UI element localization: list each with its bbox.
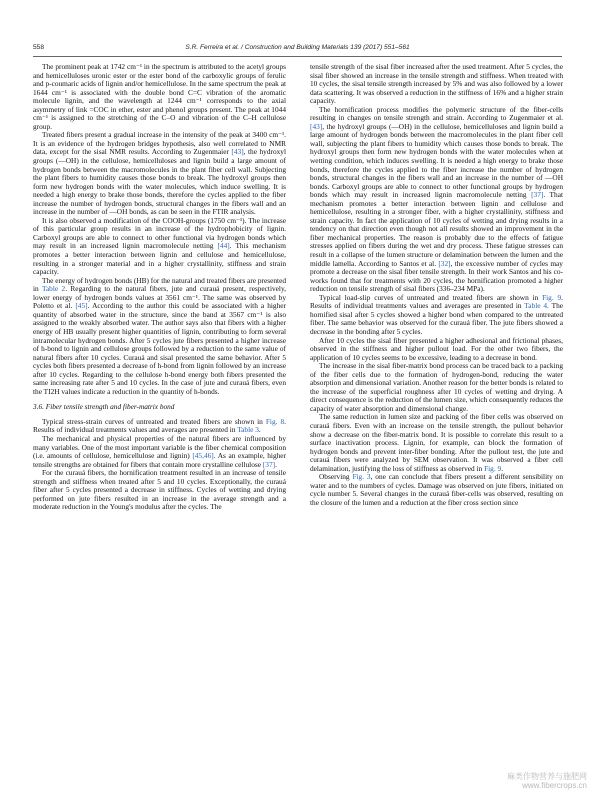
cross-reference-link[interactable]: Table 2 — [41, 284, 66, 294]
text-run: The mechanical and physical properties of the natural fibers are influenced by many variables. One of the most important variable is the fiber chemical composition (i.e. amounts of cellulose, hemicellulose and lignin) — [33, 433, 286, 461]
paragraph — [33, 469, 286, 512]
header-rule — [33, 56, 562, 57]
cross-reference-link[interactable]: Fig. 9 — [542, 292, 562, 302]
cross-reference-link[interactable]: Fig. 3 — [352, 472, 371, 482]
paragraph — [33, 418, 286, 435]
text-run: 3.6. Fiber tensile strength and fiber-matrix bond — [33, 402, 175, 412]
text-run: . — [258, 425, 261, 435]
text-run: , one can conclude that fibers present a different sensibility on water and to the numbers of cycles. Damage was observed on jute fibers, initiated on cycle number 5. Several changes in the curauá fiber-cells was observed, resulting on the closure of the lumen and a reduction at the fiber cross section since — [310, 472, 563, 507]
section-heading — [33, 403, 286, 412]
cross-reference-link[interactable]: [43] — [310, 121, 323, 131]
text-run: . That mechanism promotes a better interaction between lignin and cellulose and hemicellulose, resulting in a stronger fiber, with a higher crystallinity, stiffness and strain capacity. In fact the application of 10 cycles of wetting and drying results in a tendency on that direction even though not all results showed an improvement in the fiber mechanical properties. The reason is probably due to the effects of fatigue stresses applied on fibers during the wet and dry process. These fatigue stresses can result in a collapse of the lumen structure or delamination between the lumen and the middle lamella. According to Santos et al. — [310, 190, 563, 268]
text-run: , the hydroxyl groups (—OH) in the cellulose, hemicelluloses and lignin build a large amount of hydrogen bonds between the macromolecules in the plant fiber cell wall, subjecting the plant fibers to humidity which causes those bonds to break. The hydroxyl groups then form new hydrogen bonds with the water molecules when at wetting condition, which induces swelling. It is needed a high energy to brake those bonds, therefore the cycles applied to the fiber increase the number of hydrogen bonds, structural changes in the fibers wall and an increase in the number of —OH bonds. Carboxyl groups are able to connect to other functional groups by hydrogen bonds which may result in increased lignin macromolecule netting — [310, 121, 563, 200]
text-run: , the hydroxyl groups (—OH) in the cellulose, hemicelluloses and lignin build a large amount of hydrogen bonds between the macromolecules in the plant fiber cell wall. Subjecting the plant fibers to humidity causes those bonds to break. The hydroxyl groups then form new hydrogen bonds with the water molecules, which induce swelling. It is needed a high energy to brake those bonds, therefore the cycles applied to the fiber increase the number of hydrogen bonds, structural changes in the fibers wall and an increase in the number of —OH bonds, as can be seen in the FTIR analysis. — [33, 147, 286, 217]
text-run: . Regarding to the natural fibers, jute and curauá present, respectively, lower energy of hydrogen bonds values at 3561 cm⁻¹. The same was observed by Poletto et al. — [33, 284, 286, 311]
text-run: . — [501, 463, 504, 473]
cross-reference-link[interactable]: [45,46] — [192, 451, 214, 461]
cross-reference-link[interactable]: [32] — [438, 258, 451, 268]
cross-reference-link[interactable]: [45] — [75, 301, 88, 311]
paragraph — [310, 473, 563, 507]
cross-reference-link[interactable]: Table 3 — [237, 425, 259, 435]
text-run: After 10 cycles the sisal fiber presented a higher adhesional and frictional phases, observed in the stiffness and higher pullout load. For the other two fibers, the application of 10 cycles seems to be excessive, leading to a decrease in bond. — [310, 335, 563, 362]
paragraph — [310, 362, 563, 413]
text-run: It is also observed a modification of the COOH-groups (1750 cm⁻¹). The increase of this particular group results in an increase of the hydrophobicity of lignin. Carboxyl groups are able to connect to other functional via hydrogen bonds which may result in an increased lignin macromolecule netting — [33, 215, 286, 251]
page-number: 558 — [33, 44, 45, 51]
paragraph — [310, 294, 563, 337]
cross-reference-link[interactable]: [44] — [217, 241, 230, 251]
cross-reference-link[interactable]: Fig. 8 — [265, 416, 285, 426]
text-run: . This mechanism promotes a better interaction between lignin and cellulose and hemicellulose, resulting in a stronger material and in a higher crystallinity, stiffness and strain capacity. — [33, 241, 286, 277]
running-header — [33, 44, 562, 56]
paragraph — [33, 63, 286, 131]
paragraph — [310, 106, 563, 294]
paragraph — [33, 217, 286, 277]
text-run: The prominent peak at 1742 cm⁻¹ in the spectrum is attributed to the acetyl groups and hemicelluloses uronic ester or the ester bond of the carboxylic groups of ferulic and p-coumaric acids of lignin and/or hemicellulose. In the same spectrum the peak at 1644 cm⁻¹ is associated with the double bond C=C vibration of the aromatic molecule lignin, and the wavelength at 1244 cm⁻¹ corresponds to the axial asymmetry of link =COC in ether, ester and phenol groups present. The peak at 1044 cm⁻¹ is assigned to the stretching of the C–O and vibration of the C–H cellulose group. — [33, 63, 286, 131]
cross-reference-link[interactable]: [37] — [531, 190, 544, 200]
watermark-line-2: www.fibercrops.cn — [522, 781, 587, 790]
cross-reference-link[interactable]: Fig. 9 — [484, 463, 502, 473]
watermark — [507, 772, 587, 790]
text-run: Typical load-slip curves of untreated and treated fibers are shown in — [319, 292, 543, 302]
left-column — [33, 63, 286, 772]
paragraph — [33, 435, 286, 469]
text-run: The increase in the sisal fiber-matrix bond process can be traced back to a packing of the fiber cells due to the formation of hydrogen-bond, reducing the water absorption and dimensional variation. Another reason for the better bonds is related to the increase of the superficial roughness after 10 cycles of wetting and drying. A direct consequence is the reduction of the lumen size, which consequently reduces the capacity of water absorption and dimensional change. — [310, 361, 563, 413]
cross-reference-link[interactable]: [37] — [262, 459, 276, 469]
text-run: . — [275, 459, 277, 469]
text-run: . The hornified sisal after 5 cycles showed a higher bond when compared to the untreated fiber. The same behavior was observed for the curauá fiber. The jute fibers showed a decrease in the bonding after 5 cycles. — [310, 301, 563, 336]
text-run: The energy of hydrogen bonds (HB) for the natural and treated fibers are presented in — [33, 275, 286, 294]
right-column — [310, 63, 563, 772]
cross-reference-link[interactable]: [43] — [231, 147, 244, 157]
text-run: Observing — [319, 472, 353, 482]
paragraph — [33, 131, 286, 216]
paragraph — [310, 413, 563, 473]
text-run: . As an example, higher tensile strengths are obtained for fibers that contain more crystalline cellulose — [33, 451, 286, 469]
text-run: The same reduction in lumen size and packing of the fiber cells was observed on curauá fibers. Even with an increase on the tensile strength, the pullout behavior show a decrease on the fiber-matrix bond. It is possible to correlate this result to a surface inactivation process. Lignin, for example, can block the formation of hydrogen bonds and prevent inter-fiber bonding. After the pullout test, the jute and curauá fibers were analyzed by SEM observation. It was observed a fiber cell delamination, justifying the loss of stiffness as observed in — [310, 412, 563, 473]
paragraph — [310, 337, 563, 363]
text-run: For the curauá fibers, the hornification treatment resulted in an increase of tensile strength and stiffness when treated after 5 and 10 cycles. Exceptionally, the curauá fiber after 5 cycles presented a decrease in stiffness. Cycles of wetting and drying performed on jute fibers resulted in an increase in the average strength and a moderate reduction in the Young's modulus after the cycles. The — [33, 468, 286, 512]
text-run: . According to the author this could be associated with a higher quantity of absorbed water in the structure, since the band at 3567 cm⁻¹ is also assigned to the weakly absorbed water. The author says also that fibers with a higher energy of HB usually present higher quantities of lignin, contributing to form several intramolecular hydrogen bonds. After 5 cycles jute fibers presented a higher increase of h-bond to lignin and cellulose groups followed by a reduction to the same value of natural fibers after 10 cycles. Curauá and sisal presented the same behavior. After 5 cycles both fibers presented a decrease of h-bond from lignin followed by an increase after 10 cycles. Regarding to the cellulose h-bond energy both fibers presented the same increasing rate after 5 and 10 cycles. In the case of jute and curauá fibers, even the TI2H values indicate a reduction in the quantity of h-bonds. — [33, 301, 286, 396]
paragraph — [310, 63, 563, 106]
text-run: . Results of individual treatments values and averages are presented in — [310, 292, 563, 311]
journal-citation: S.R. Ferreira et al. / Construction and Building Materials 139 (2017) 551–561 — [185, 44, 410, 51]
text-run: tensile strength of the sisal fiber increased after the used treatment. After 5 cycles, the sisal fiber showed an increase in the tensile strength and stiffness. When treated with 10 cycles, the sisal tensile strength increased by 5% and was also followed by a lower data scattering. It was observed a reduction in the stiffness of 16% and a higher strain capacity. — [310, 63, 563, 106]
watermark-line-1: 麻类作物营养与施肥网 — [507, 772, 587, 781]
paragraph — [33, 277, 286, 397]
text-run: The hornification process modifies the polymeric structure of the fiber-cells resulting in changes on tensile strength and strain. According to Zugenmaier et al. — [310, 104, 563, 123]
text-run: , the excessive number of cycles may promote a decrease on the sisal fiber tensile strength. In their work Santos and his co-works found that for treatments with 20 cycles, the hornification promoted a higher reduction on tensile strength of sisal fibers (336–234 MPa). — [310, 258, 563, 294]
cross-reference-link[interactable]: Table 4 — [524, 301, 548, 311]
text-run: . Results of individual treatments values and averages are presented in — [33, 416, 286, 435]
text-run: Treated fibers present a gradual increase in the intensity of the peak at 3400 cm⁻¹. It is an evidence of the hydrogen bridges hypothesis, also well correlated to NMR data, except for the sisal NMR results. According to Zugenmaier — [33, 130, 286, 157]
text-run: Typical stress-strain curves of untreated and treated fibers are shown in — [42, 416, 266, 426]
